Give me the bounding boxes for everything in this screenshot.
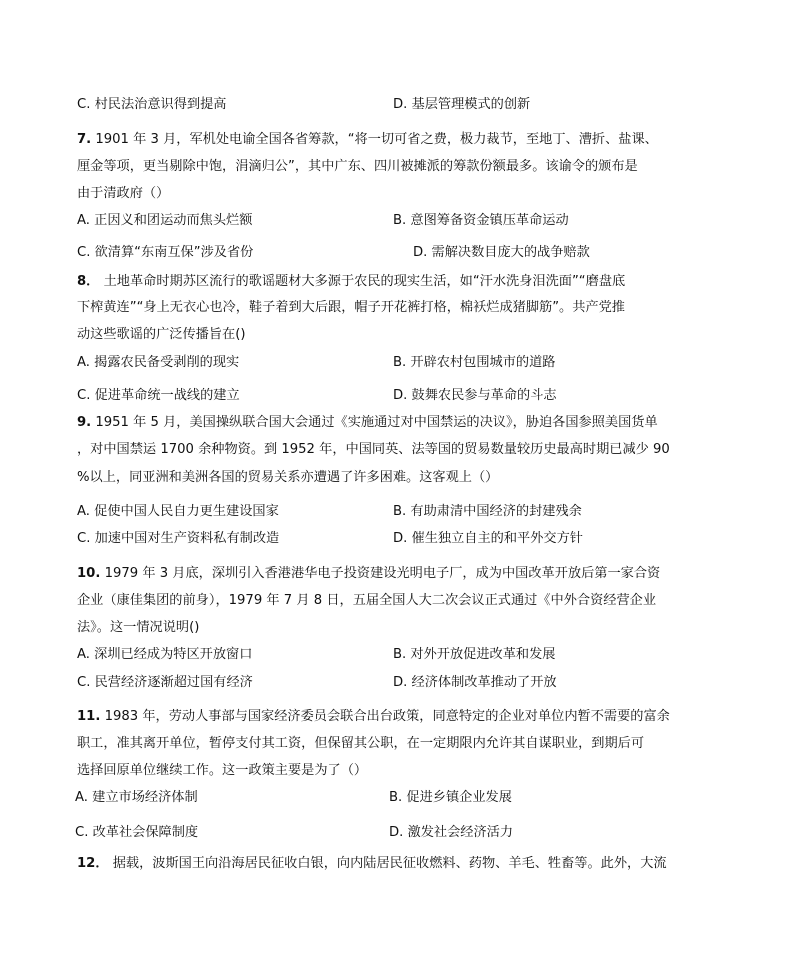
option-c: C. 改革社会保障制度 bbox=[75, 825, 199, 840]
question-text: 1983 年，劳动人事部与国家经济委员会联合出台政策，同意特定的企业对单位内暂不需要的富余 bbox=[104, 709, 670, 724]
option-a: A. 正因义和团运动而焦头烂额 bbox=[77, 213, 253, 228]
option-a: A. 促使中国人民自力更生建设国家 bbox=[77, 504, 279, 519]
question-text: 1951 年 5 月，美国操纵联合国大会通过《实施通过对中国禁运的决议》，胁迫各国参照美国货单 bbox=[95, 415, 658, 430]
question-text: %以上，同亚洲和美洲各国的贸易关系亦遭遇了许多困难。这客观上（） bbox=[77, 470, 499, 485]
option-d: D. 需解决数目庞大的战争赔款 bbox=[413, 245, 590, 260]
option-d: D. 激发社会经济活力 bbox=[389, 825, 514, 840]
question-number: 7. bbox=[77, 132, 92, 147]
option-d: D. 催生独立自主的和平外交方针 bbox=[393, 531, 583, 546]
question-text: 法》。这一情况说明() bbox=[77, 620, 200, 635]
question-text: 由于清政府（） bbox=[77, 186, 170, 201]
question-text: 动这些歌谣的广泛传播旨在() bbox=[77, 327, 246, 342]
question-number: 12． bbox=[77, 856, 109, 871]
option-a: A. 深圳已经成为特区开放窗口 bbox=[77, 647, 253, 662]
option-a: A. 建立市场经济体制 bbox=[75, 790, 198, 805]
question-text: 职工，准其离开单位，暂停支付其工资，但保留其公职，在一定期限内允许其自谋职业，到期后可 bbox=[77, 736, 645, 751]
question-text: 选择回原单位继续工作。这一政策主要是为了（） bbox=[77, 763, 368, 778]
question-number: 11. bbox=[77, 709, 101, 724]
question-text: 据载，波斯国王向沿海居民征收白银，向内陆居民征收燃料、药物、羊毛、牲畜等。此外，大流 bbox=[112, 856, 667, 871]
option-b: B. 开辟农村包围城市的道路 bbox=[393, 355, 556, 370]
question-text: 企业（康佳集团的前身），1979 年 7 月 8 日，五届全国人大二次会议正式通过《中外合资经营企业 bbox=[77, 593, 657, 608]
question-text: 土地革命时期苏区流行的歌谣题材大多源于农民的现实生活，如“汗水洗身泪洗面”“磨盘底 bbox=[103, 274, 626, 289]
option-c: C. 加速中国对生产资料私有制改造 bbox=[77, 531, 280, 546]
question-text: ，对中国禁运 1700 余种物资。到 1952 年，中国同英、法等国的贸易数量较历史最高时期已减少 90 bbox=[77, 442, 670, 457]
option-c: C. 促进革命统一战线的建立 bbox=[77, 388, 240, 403]
question-text: 厘金等项，更当剔除中饱，涓滴归公”，其中广东、四川被摊派的筹款份额最多。该谕令的颁布是 bbox=[77, 159, 638, 174]
option-a: A. 揭露农民备受剥削的现实 bbox=[77, 355, 240, 370]
option-c: C. 村民法治意识得到提高 bbox=[77, 97, 227, 112]
option-d: D. 鼓舞农民参与革命的斗志 bbox=[393, 388, 557, 403]
option-b: B. 对外开放促进改革和发展 bbox=[393, 647, 556, 662]
question-number: 8． bbox=[77, 274, 100, 289]
question-text: 下榨黄连”“身上无衣心也冷，鞋子着到大后跟，帽子开花裤打格，棉袄烂成猪脚筋”。共产党推 bbox=[77, 300, 625, 315]
option-c: C. 欲清算“东南互保”涉及省份 bbox=[77, 245, 254, 260]
question-number: 9. bbox=[77, 415, 92, 430]
option-b: B. 有助肃清中国经济的封建残余 bbox=[393, 504, 582, 519]
question-text: 1979 年 3 月底，深圳引入香港港华电子投资建设光明电子厂，成为中国改革开放后第一家合资 bbox=[104, 566, 661, 581]
option-b: B. 促进乡镇企业发展 bbox=[389, 790, 512, 805]
option-d: D. 经济体制改革推动了开放 bbox=[393, 675, 557, 690]
option-c: C. 民营经济逐渐超过国有经济 bbox=[77, 675, 253, 690]
question-number: 10. bbox=[77, 566, 101, 581]
option-d: D. 基层管理模式的创新 bbox=[393, 97, 531, 112]
option-b: B. 意图筹备资金镇压革命运动 bbox=[393, 213, 569, 228]
question-text: 1901 年 3 月，军机处电谕全国各省筹款，“将一切可省之费，极力裁节，至地丁、漕折、盐课、 bbox=[95, 132, 658, 147]
